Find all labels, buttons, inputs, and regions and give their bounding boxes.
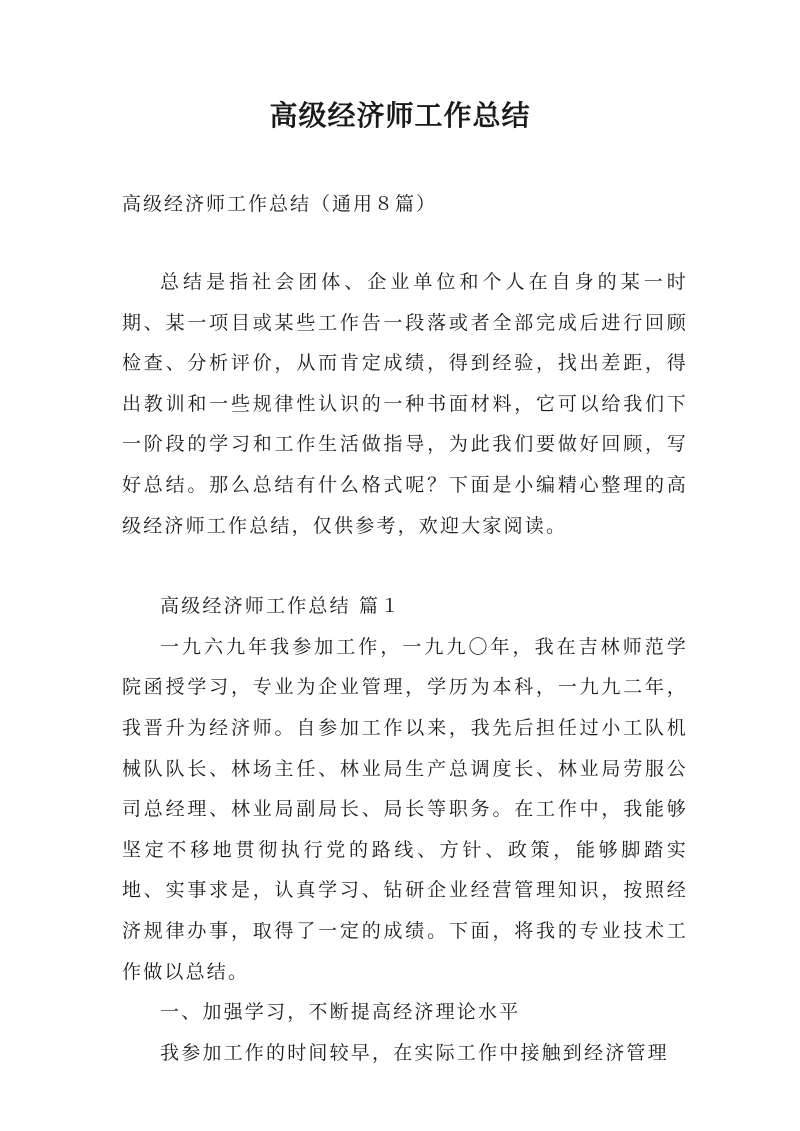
body-paragraph-continued: 我参加工作的时间较早，在实际工作中接触到经济管理 [160, 1041, 669, 1064]
document-subtitle: 高级经济师工作总结（通用８篇） [122, 193, 438, 215]
section-heading-study: 一、加强学习，不断提高经济理论水平 [160, 1001, 521, 1024]
document-title: 高级经济师工作总结 [269, 99, 531, 132]
section-heading-part-1: 高级经济师工作总结 篇１ [160, 595, 402, 618]
intro-paragraph: 总结是指社会团体、企业单位和个人在自身的某一时期、某一项目或某些工作告一段落或者全部完成后进行回顾检查、分析评价，从而肯定成绩，得到经验，找出差距，得出教训和一些规律性认识的一种书面材料，它可以给我们下一阶段的学习和工作生活做指导，为此我们要做好回顾，写好总结。那么总结有什么格式呢？下面是小编精心整理的高级经济师工作总结，仅供参考，欢迎大家阅读。 [122, 271, 688, 537]
body-paragraph: 一九六九年我参加工作，一九九〇年，我在吉林师范学院函授学习，专业为企业管理，学历为本科，一九九二年，我晋升为经济师。自参加工作以来，我先后担任过小工队机械队队长、林场主任、林业局生产总调度长、林业局劳服公司总经理、林业局副局长、局长等职务。在工作中，我能够坚定不移地贯彻执行党的路线、方针、政策，能够脚踏实地、实事求是，认真学习、钻研企业经营管理知识，按照经济规律办事，取得了一定的成绩。下面，将我的专业技术工作做以总结。 [122, 635, 688, 983]
document-body [122, 262, 688, 1073]
